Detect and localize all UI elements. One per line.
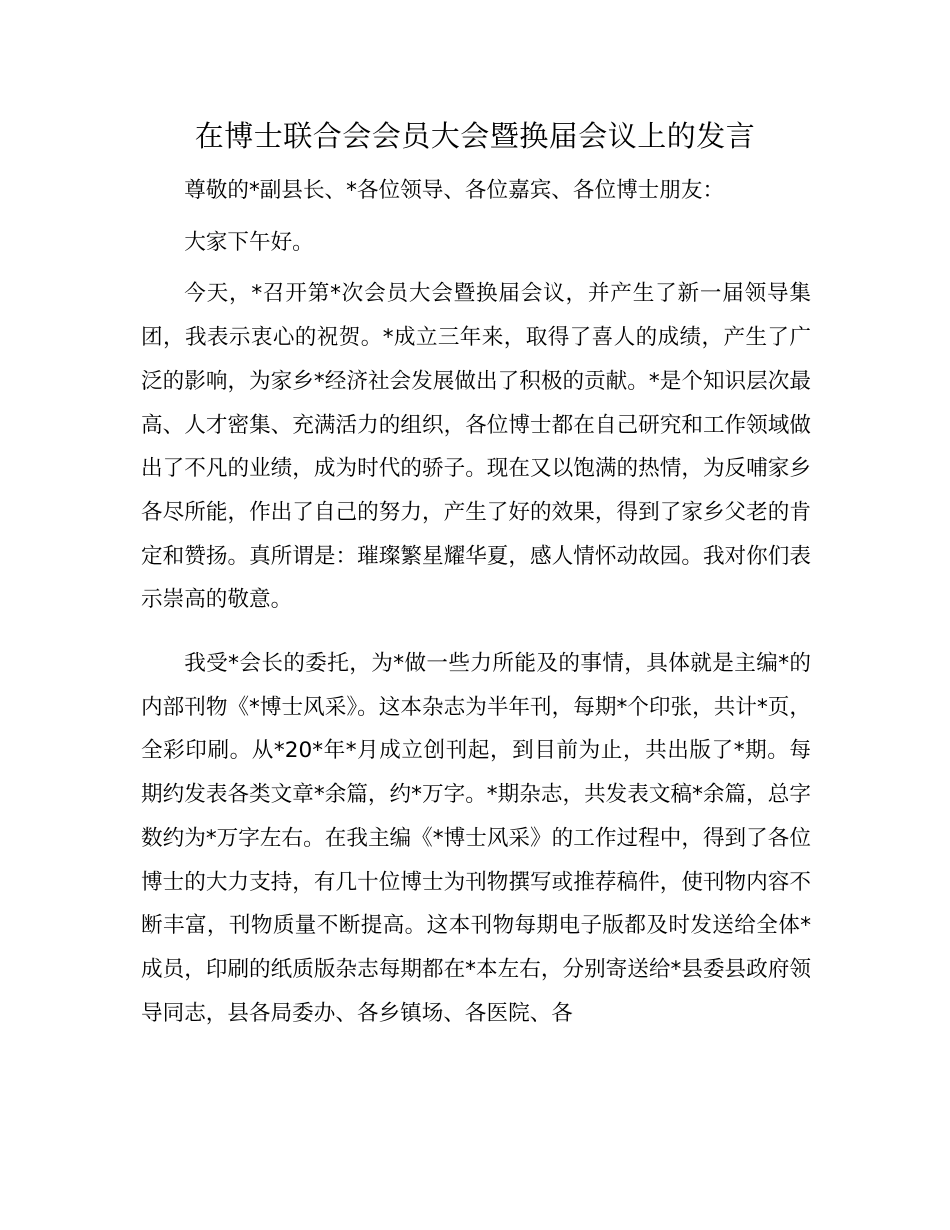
salutation: 尊敬的*副县长、*各位领导、各位嘉宾、各位博士朋友：	[184, 178, 725, 203]
paragraph: 今天，*召开第*次会员大会暨换届会议，并产生了新一届领导集团，我表示衷心的祝贺。*成立三年来，取得了喜人的成绩，产生了广泛的影响，为家乡*经济社会发展做出了积极的贡献。*是个知识层次最高、人才密集、充满活力的组织，各位博士都在自己研究和工作领域做出了不凡的业绩，成为时代的骄子。现在又以饱满的热情，为反哺家乡各尽所能，作出了自己的努力，产生了好的效果，得到了家乡父老的肯定和赞扬。真所谓是：璀璨繁星耀华夏，感人情怀动故园。我对你们表示崇高的敬意。	[141, 281, 811, 613]
greeting: 大家下午好。	[184, 229, 314, 255]
paragraph: 我受*会长的委托，为*做一些力所能及的事情，具体就是主编*的内部刊物《*博士风采》。这本杂志为半年刊，每期*个印张，共计*页，全彩印刷。从*20*年*月成立创刊起，到目前为止，共出版了*期。每期约发表各类文章*余篇，约*万字。*期杂志，共发表文稿*余篇，总字数约为*万字左右。在我主编《*博士风采》的工作过程中，得到了各位博士的大力支持，有几十位博士为刊物撰写或推荐稿件，使刊物内容不断丰富，刊物质量不断提高。这本刊物每期电子版都及时发送给全体*成员，印刷的纸质版杂志每期都在*本左右，分别寄送给*县委县政府领导同志，县各局委办、各乡镇场、各医院、各	[141, 651, 811, 1026]
document-body	[141, 169, 811, 1035]
document-title: 在博士联合会会员大会暨换届会议上的发言	[194, 119, 756, 153]
